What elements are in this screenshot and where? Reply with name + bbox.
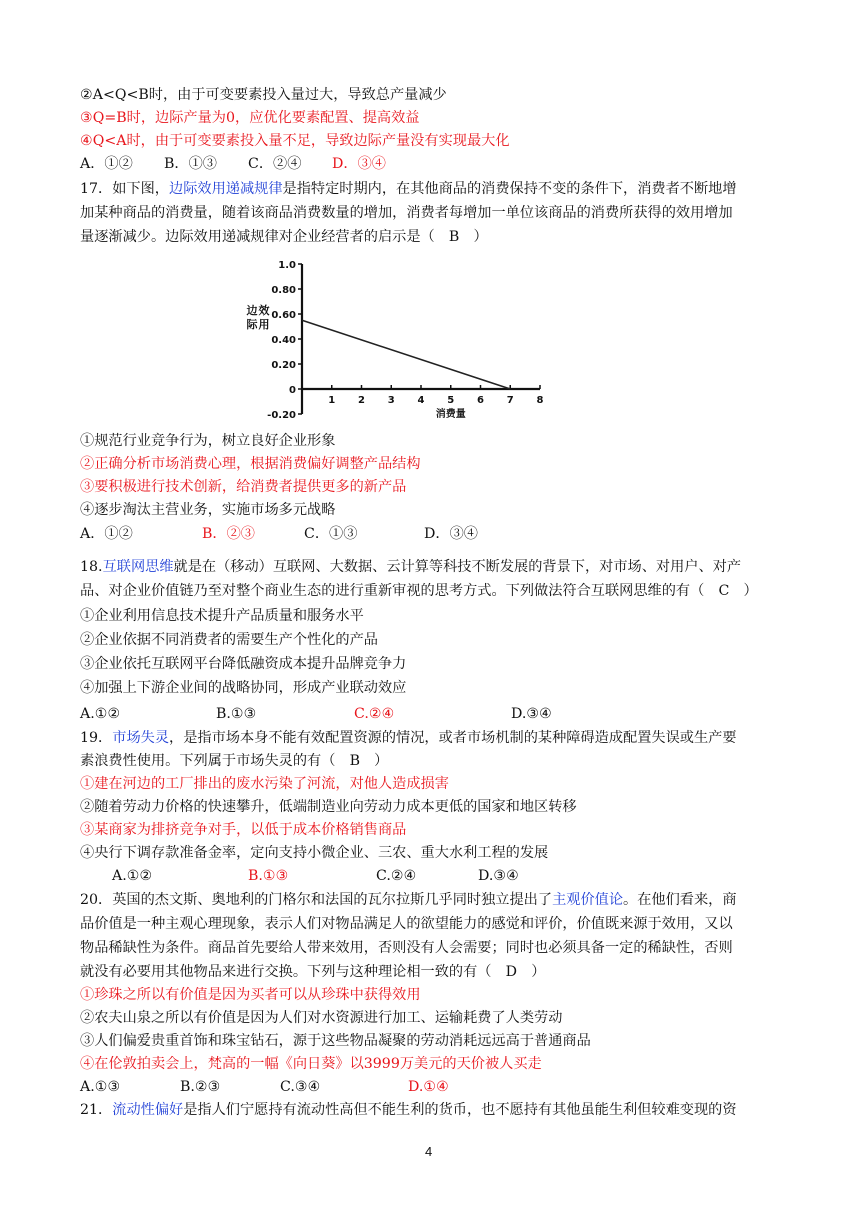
q16-item-2: ②A<Q<B时，由于可变要素投入量过大，导致总产量减少 — [80, 87, 447, 103]
q16-option-d: D．③④ — [332, 156, 386, 172]
y-axis-label-char: 用 — [258, 318, 270, 331]
q17-term: 边际效用递减规律 — [169, 181, 283, 197]
q17-option-d: D．③④ — [424, 526, 478, 542]
q16-item-4: ④Q<A时，由于可变要素投入量不足，导致边际产量没有实现最大化 — [80, 133, 510, 149]
q17-number: 17．如下图， — [80, 181, 169, 197]
x-tick-label: 6 — [477, 395, 484, 406]
q20-stem-line-1 — [80, 889, 737, 911]
q18-stem-line-2: 品、对企业价值链乃至对整个商业生态的进行重新审视的思考方式。下列做法符合互联网思维的有（ C ） — [80, 583, 758, 599]
q18-stem-line-1 — [80, 556, 741, 578]
q20-stem-pre: 20．英国的杰文斯、奥地利的门格尔和法国的瓦尔拉斯几乎同时独立提出了 — [80, 892, 553, 908]
q21-number: 21． — [80, 1102, 113, 1118]
q17-item-3: ③要积极进行技术创新，给消费者提供更多的新产品 — [80, 479, 407, 495]
q18-option-d: D.③④ — [511, 706, 552, 722]
q19-stem-line-2: 素浪费性使用。下列属于市场失灵的有（ B ） — [80, 753, 389, 769]
q17-stem-line-3: 量逐渐减少。边际效用递减规律对企业经营者的启示是（ B ） — [80, 229, 488, 245]
q20-option-b: B.②③ — [180, 1079, 221, 1095]
q19-number: 19． — [80, 730, 113, 746]
x-tick-label: 8 — [536, 395, 544, 406]
x-tick-label: 2 — [358, 395, 365, 406]
q19-option-c: C.②④ — [376, 868, 417, 884]
q20-item-1: ①珍珠之所以有价值是因为买者可以从珍珠中获得效用 — [80, 987, 421, 1003]
q20-item-4: ④在伦敦拍卖会上，梵高的一幅《向日葵》以3999万美元的天价被人买走 — [80, 1056, 542, 1072]
x-tick-label: 7 — [506, 395, 514, 406]
x-tick-label: 4 — [417, 395, 425, 406]
x-tick-label: 1 — [328, 395, 336, 406]
y-axis-label-char: 边 — [246, 304, 258, 317]
y-tick-label: 0.60 — [271, 310, 296, 321]
y-axis-label-char: 效 — [258, 304, 270, 317]
y-tick-label: 0.80 — [271, 285, 296, 296]
q20-stem-post: 。在他们看来，商 — [623, 892, 737, 908]
q19-stem-line-1 — [80, 727, 737, 749]
q17-stem-line-2: 加某种商品的消费量，随着该商品消费数量的增加，消费者每增加一单位该商品的消费所获得的效用增加 — [80, 205, 733, 221]
q18-term: 互联网思维 — [102, 559, 174, 575]
q18-item-2: ②企业依据不同消费者的需要生产个性化的产品 — [80, 632, 378, 648]
q19-term: 市场失灵 — [112, 730, 170, 746]
q20-stem-line-4: 就没有必要用其他物品来进行交换。下列与这种理论相一致的有（ D ） — [80, 964, 546, 980]
q17-option-c: C．①③ — [304, 526, 358, 542]
q19-option-d: D.③④ — [478, 868, 519, 884]
q18-item-3: ③企业依托互联网平台降低融资成本提升品牌竞争力 — [80, 656, 407, 672]
q21-term: 流动性偏好 — [112, 1102, 184, 1118]
q20-stem-line-2: 品价值是一种主观心理现象，表示人们对物品满足人的欲望能力的感觉和评价，价值既来源于效用，又以 — [80, 916, 733, 932]
x-tick-label: 5 — [447, 395, 455, 406]
marginal-utility-chart — [230, 252, 560, 422]
q17-stem-rest: 是指特定时期内，在其他商品的消费保持不变的条件下，消费者不断地增 — [282, 181, 737, 197]
q21-stem-line-1 — [80, 1099, 737, 1121]
q18-option-a: A.①② — [80, 706, 121, 722]
q20-option-c: C.③④ — [280, 1079, 321, 1095]
q18-option-c: C.②④ — [354, 706, 395, 722]
q18-option-b: B.①③ — [216, 706, 257, 722]
q17-item-4: ④逐步淘汰主营业务，实施市场多元战略 — [80, 502, 336, 518]
q17-stem-line-1 — [80, 178, 737, 200]
q18-number: 18. — [80, 559, 103, 575]
chart-svg — [230, 252, 560, 422]
q17-option-a: A．①② — [80, 526, 133, 542]
q20-option-a: A.①③ — [80, 1079, 121, 1095]
y-tick-label: 0.20 — [271, 360, 296, 371]
x-tick-label: 3 — [387, 395, 395, 406]
y-axis-label-char: 际 — [246, 318, 258, 331]
y-tick-label: 1.0 — [278, 260, 296, 271]
q20-stem-line-3: 物品稀缺性为条件。商品首先要给人带来效用，否则没有人会需要；同时也必须具备一定的稀缺性，否则 — [80, 940, 733, 956]
q17-item-2: ②正确分析市场消费心理，根据消费偏好调整产品结构 — [80, 456, 421, 472]
q19-option-b: B.①③ — [248, 868, 289, 884]
q19-stem-rest: ，是指市场本身不能有效配置资源的情况，或者市场机制的某种障碍造成配置失误或生产要 — [169, 730, 737, 746]
q19-item-1: ①建在河边的工厂排出的废水污染了河流，对他人造成损害 — [80, 776, 449, 792]
y-tick-label: 0.40 — [271, 335, 296, 346]
q16-item-3: ③Q=B时，边际产量为0，应优化要素配置、提高效益 — [80, 110, 420, 126]
q18-item-4: ④加强上下游企业间的战略协同，形成产业联动效应 — [80, 680, 407, 696]
q21-stem-rest: 是指人们宁愿持有流动性高但不能生利的货币，也不愿持有其他虽能生利但较难变现的资 — [183, 1102, 737, 1118]
q19-item-2: ②随着劳动力价格的快速攀升，低端制造业向劳动力成本更低的国家和地区转移 — [80, 799, 577, 815]
marginal-utility-line — [302, 320, 510, 389]
q19-option-a: A.①② — [112, 868, 153, 884]
q20-item-2: ②农夫山泉之所以有价值是因为人们对水资源进行加工、运输耗费了人类劳动 — [80, 1010, 563, 1026]
q18-item-1: ①企业利用信息技术提升产品质量和服务水平 — [80, 608, 364, 624]
q20-option-d: D.①④ — [408, 1079, 449, 1095]
x-axis-label: 消费量 — [435, 409, 466, 420]
q20-item-3: ③人们偏爱贵重首饰和珠宝钻石，源于这些物品凝聚的劳动消耗远远高于普通商品 — [80, 1033, 591, 1049]
page-number: 4 — [425, 1144, 433, 1159]
y-tick-label: -0.20 — [267, 410, 296, 421]
q19-item-3: ③某商家为排挤竞争对手，以低于成本价格销售商品 — [80, 822, 407, 838]
q18-stem-rest: 就是在（移动）互联网、大数据、云计算等科技不断发展的背景下，对市场、对用户、对产 — [173, 559, 742, 575]
q16-option-b: B．①③ — [164, 156, 217, 172]
q16-option-a: A．①② — [80, 156, 133, 172]
y-tick-label: 0 — [289, 385, 296, 396]
q16-option-c: C．②④ — [248, 156, 302, 172]
q20-term: 主观价值论 — [552, 892, 624, 908]
q17-item-1: ①规范行业竞争行为，树立良好企业形象 — [80, 433, 336, 449]
q17-option-b: B．②③ — [202, 526, 255, 542]
q19-item-4: ④央行下调存款准备金率，定向支持小微企业、三农、重大水利工程的发展 — [80, 845, 549, 861]
